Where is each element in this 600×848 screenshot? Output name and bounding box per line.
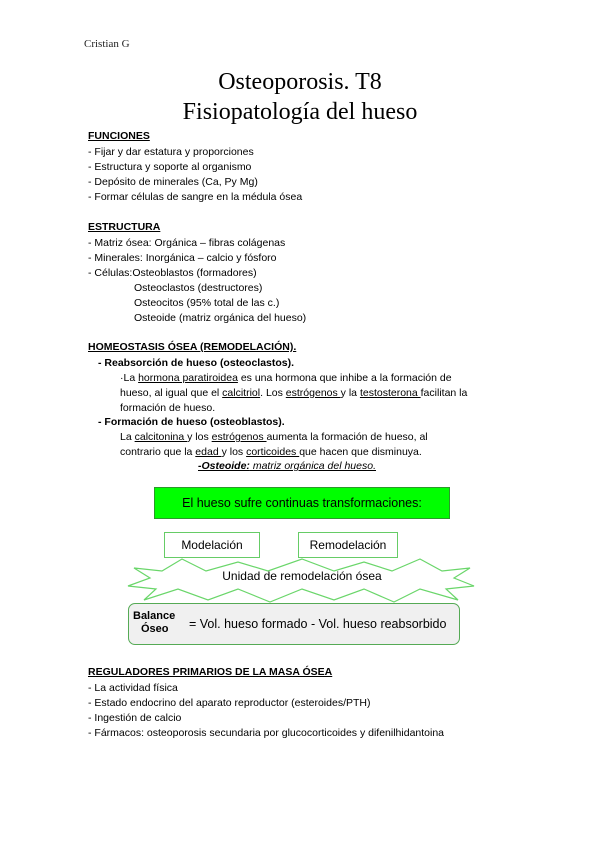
estructura-heading: ESTRUCTURA: [88, 221, 161, 233]
balance-label: Balance Óseo: [133, 610, 176, 635]
unidad-label: Unidad de remodelación ósea: [222, 569, 382, 583]
reabsorcion-title: - Reabsorción de hueso (osteoclastos).: [98, 357, 295, 369]
author-name: Cristian G: [84, 38, 130, 50]
page-subtitle: Fisiopatología del hueso: [182, 99, 418, 125]
list-item: - Formar células de sangre en la médula ósea: [88, 191, 303, 203]
homeostasis-heading: HOMEOSTASIS ÓSEA (REMODELACIÓN).: [88, 341, 297, 353]
reguladores-heading: REGULADORES PRIMARIOS DE LA MASA ÓSEA: [88, 666, 333, 678]
list-item: - Matriz ósea: Orgánica – fibras colágenas: [88, 237, 286, 249]
formacion-line-1: La calcitonina y los estrógenos aumenta la formación de hueso, al: [120, 431, 428, 443]
balance-equation: = Vol. hueso formado - Vol. hueso reabsorbido: [189, 617, 447, 631]
diagram-top-box: El hueso sufre continuas transformaciones:: [154, 487, 450, 519]
list-item: Osteoide (matriz orgánica del hueso): [134, 312, 307, 324]
funciones-heading: FUNCIONES: [88, 130, 150, 142]
osteoide-note: -Osteoide: matriz orgánica del hueso.: [198, 460, 376, 472]
reabsorcion-line-2: hueso, al igual que el calcitriol. Los estrógenos y la testosterona facilitan la: [120, 387, 468, 399]
reabsorcion-line-1: ·La hormona paratiroidea es una hormona que inhibe a la formación de: [120, 372, 452, 384]
formacion-title: - Formación de hueso (osteoblastos).: [98, 416, 285, 428]
remodelacion-box: Remodelación: [298, 532, 398, 558]
list-item: - La actividad física: [88, 682, 178, 694]
list-item: Osteoclastos (destructores): [134, 282, 263, 294]
list-item: Osteocitos (95% total de las c.): [134, 297, 280, 309]
reabsorcion-line-3: formación de hueso.: [120, 402, 216, 414]
list-item: - Minerales: Inorgánica – calcio y fósforo: [88, 252, 277, 264]
list-item: - Estructura y soporte al organismo: [88, 161, 252, 173]
list-item: - Fijar y dar estatura y proporciones: [88, 146, 254, 158]
list-item: - Depósito de minerales (Ca, Py Mg): [88, 176, 258, 188]
list-item: - Ingestión de calcio: [88, 712, 182, 724]
list-item: - Fármacos: osteoporosis secundaria por glucocorticoides y difenilhidantoina: [88, 727, 445, 739]
modelacion-box: Modelación: [164, 532, 260, 558]
list-item: - Estado endocrino del aparato reproductor (esteroides/PTH): [88, 697, 371, 709]
formacion-line-2: contrario que la edad y los corticoides que hacen que disminuya.: [120, 446, 422, 458]
page-title: Osteoporosis. T8: [218, 69, 382, 95]
balance-box: [128, 603, 460, 645]
list-item: - Células:Osteoblastos (formadores): [88, 267, 257, 279]
